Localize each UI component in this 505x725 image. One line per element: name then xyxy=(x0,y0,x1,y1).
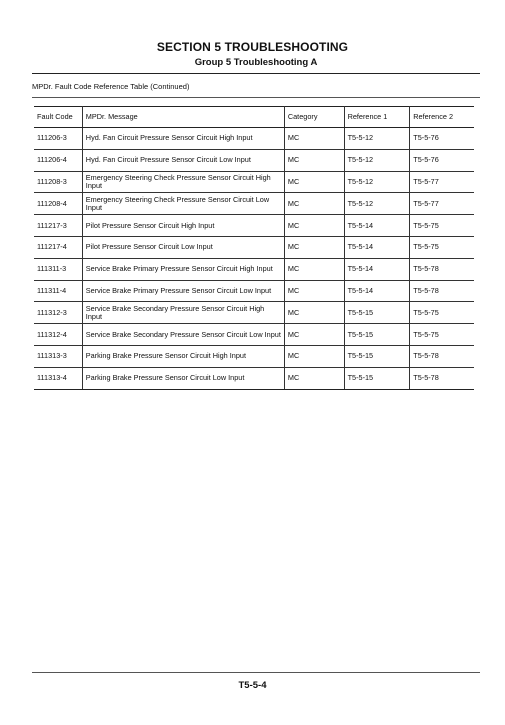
category-cell: MC xyxy=(284,280,344,302)
header-fault-code: Fault Code xyxy=(34,107,82,128)
table-row xyxy=(34,193,474,215)
category-cell: MC xyxy=(284,345,344,367)
table-row xyxy=(34,258,474,280)
table-row xyxy=(34,128,474,150)
caption-divider xyxy=(32,97,480,98)
reference-2-cell: T5-5-78 xyxy=(410,258,474,280)
table-row xyxy=(34,215,474,237)
reference-1-cell: T5-5-12 xyxy=(344,193,410,215)
fault-code-cell: 111217-3 xyxy=(34,215,82,237)
category-cell: MC xyxy=(284,367,344,389)
category-cell: MC xyxy=(284,215,344,237)
category-cell: MC xyxy=(284,258,344,280)
reference-1-cell: T5-5-12 xyxy=(344,149,410,171)
message-cell: Hyd. Fan Circuit Pressure Sensor Circuit High Input xyxy=(82,128,284,150)
table-row xyxy=(34,367,474,389)
fault-code-cell: 111206-3 xyxy=(34,128,82,150)
reference-2-cell: T5-5-76 xyxy=(410,149,474,171)
category-cell: MC xyxy=(284,149,344,171)
reference-1-cell: T5-5-14 xyxy=(344,236,410,258)
fault-code-cell: 111311-4 xyxy=(34,280,82,302)
message-cell: Emergency Steering Check Pressure Sensor Circuit High Input xyxy=(82,171,284,193)
header-category: Category xyxy=(284,107,344,128)
reference-1-cell: T5-5-12 xyxy=(344,128,410,150)
table-row xyxy=(34,280,474,302)
reference-2-cell: T5-5-76 xyxy=(410,128,474,150)
category-cell: MC xyxy=(284,302,344,324)
reference-1-cell: T5-5-15 xyxy=(344,302,410,324)
message-cell: Emergency Steering Check Pressure Sensor Circuit Low Input xyxy=(82,193,284,215)
fault-code-cell: 111208-3 xyxy=(34,171,82,193)
header-message: MPDr. Message xyxy=(82,107,284,128)
table-row xyxy=(34,345,474,367)
reference-2-cell: T5-5-75 xyxy=(410,215,474,237)
reference-1-cell: T5-5-15 xyxy=(344,367,410,389)
fault-code-cell: 111313-4 xyxy=(34,367,82,389)
header-divider xyxy=(32,73,480,74)
fault-code-cell: 111206-4 xyxy=(34,149,82,171)
message-cell: Parking Brake Pressure Sensor Circuit Low Input xyxy=(82,367,284,389)
reference-2-cell: T5-5-77 xyxy=(410,193,474,215)
reference-2-cell: T5-5-77 xyxy=(410,171,474,193)
reference-2-cell: T5-5-75 xyxy=(410,302,474,324)
reference-2-cell: T5-5-75 xyxy=(410,324,474,346)
category-cell: MC xyxy=(284,236,344,258)
page-number: T5-5-4 xyxy=(238,680,267,691)
fault-code-cell: 111217-4 xyxy=(34,236,82,258)
message-cell: Hyd. Fan Circuit Pressure Sensor Circuit Low Input xyxy=(82,149,284,171)
reference-2-cell: T5-5-75 xyxy=(410,236,474,258)
table-header-row xyxy=(34,107,474,128)
message-cell: Pilot Pressure Sensor Circuit Low Input xyxy=(82,236,284,258)
message-cell: Pilot Pressure Sensor Circuit High Input xyxy=(82,215,284,237)
message-cell: Parking Brake Pressure Sensor Circuit High Input xyxy=(82,345,284,367)
footer-divider xyxy=(32,672,480,673)
reference-1-cell: T5-5-14 xyxy=(344,280,410,302)
message-cell: Service Brake Secondary Pressure Sensor Circuit Low Input xyxy=(82,324,284,346)
reference-1-cell: T5-5-14 xyxy=(344,215,410,237)
table-body xyxy=(34,128,474,390)
table-row xyxy=(34,302,474,324)
group-title: Group 5 Troubleshooting A xyxy=(194,57,318,68)
section-title: SECTION 5 TROUBLESHOOTING xyxy=(156,40,349,54)
message-cell: Service Brake Secondary Pressure Sensor Circuit High Input xyxy=(82,302,284,324)
reference-1-cell: T5-5-15 xyxy=(344,324,410,346)
table-row xyxy=(34,236,474,258)
reference-1-cell: T5-5-12 xyxy=(344,171,410,193)
reference-2-cell: T5-5-78 xyxy=(410,345,474,367)
reference-1-cell: T5-5-14 xyxy=(344,258,410,280)
table-caption: MPDr. Fault Code Reference Table (Continued) xyxy=(32,82,190,91)
fault-code-cell: 111312-3 xyxy=(34,302,82,324)
header-reference-2: Reference 2 xyxy=(410,107,474,128)
fault-code-cell: 111313-3 xyxy=(34,345,82,367)
category-cell: MC xyxy=(284,128,344,150)
category-cell: MC xyxy=(284,171,344,193)
fault-code-cell: 111312-4 xyxy=(34,324,82,346)
fault-code-table xyxy=(34,106,474,390)
reference-2-cell: T5-5-78 xyxy=(410,280,474,302)
fault-code-cell: 111311-3 xyxy=(34,258,82,280)
reference-2-cell: T5-5-78 xyxy=(410,367,474,389)
table-row xyxy=(34,149,474,171)
table-row xyxy=(34,324,474,346)
message-cell: Service Brake Primary Pressure Sensor Circuit Low Input xyxy=(82,280,284,302)
category-cell: MC xyxy=(284,324,344,346)
table-row xyxy=(34,171,474,193)
header-reference-1: Reference 1 xyxy=(344,107,410,128)
reference-1-cell: T5-5-15 xyxy=(344,345,410,367)
fault-code-cell: 111208-4 xyxy=(34,193,82,215)
message-cell: Service Brake Primary Pressure Sensor Circuit High Input xyxy=(82,258,284,280)
category-cell: MC xyxy=(284,193,344,215)
